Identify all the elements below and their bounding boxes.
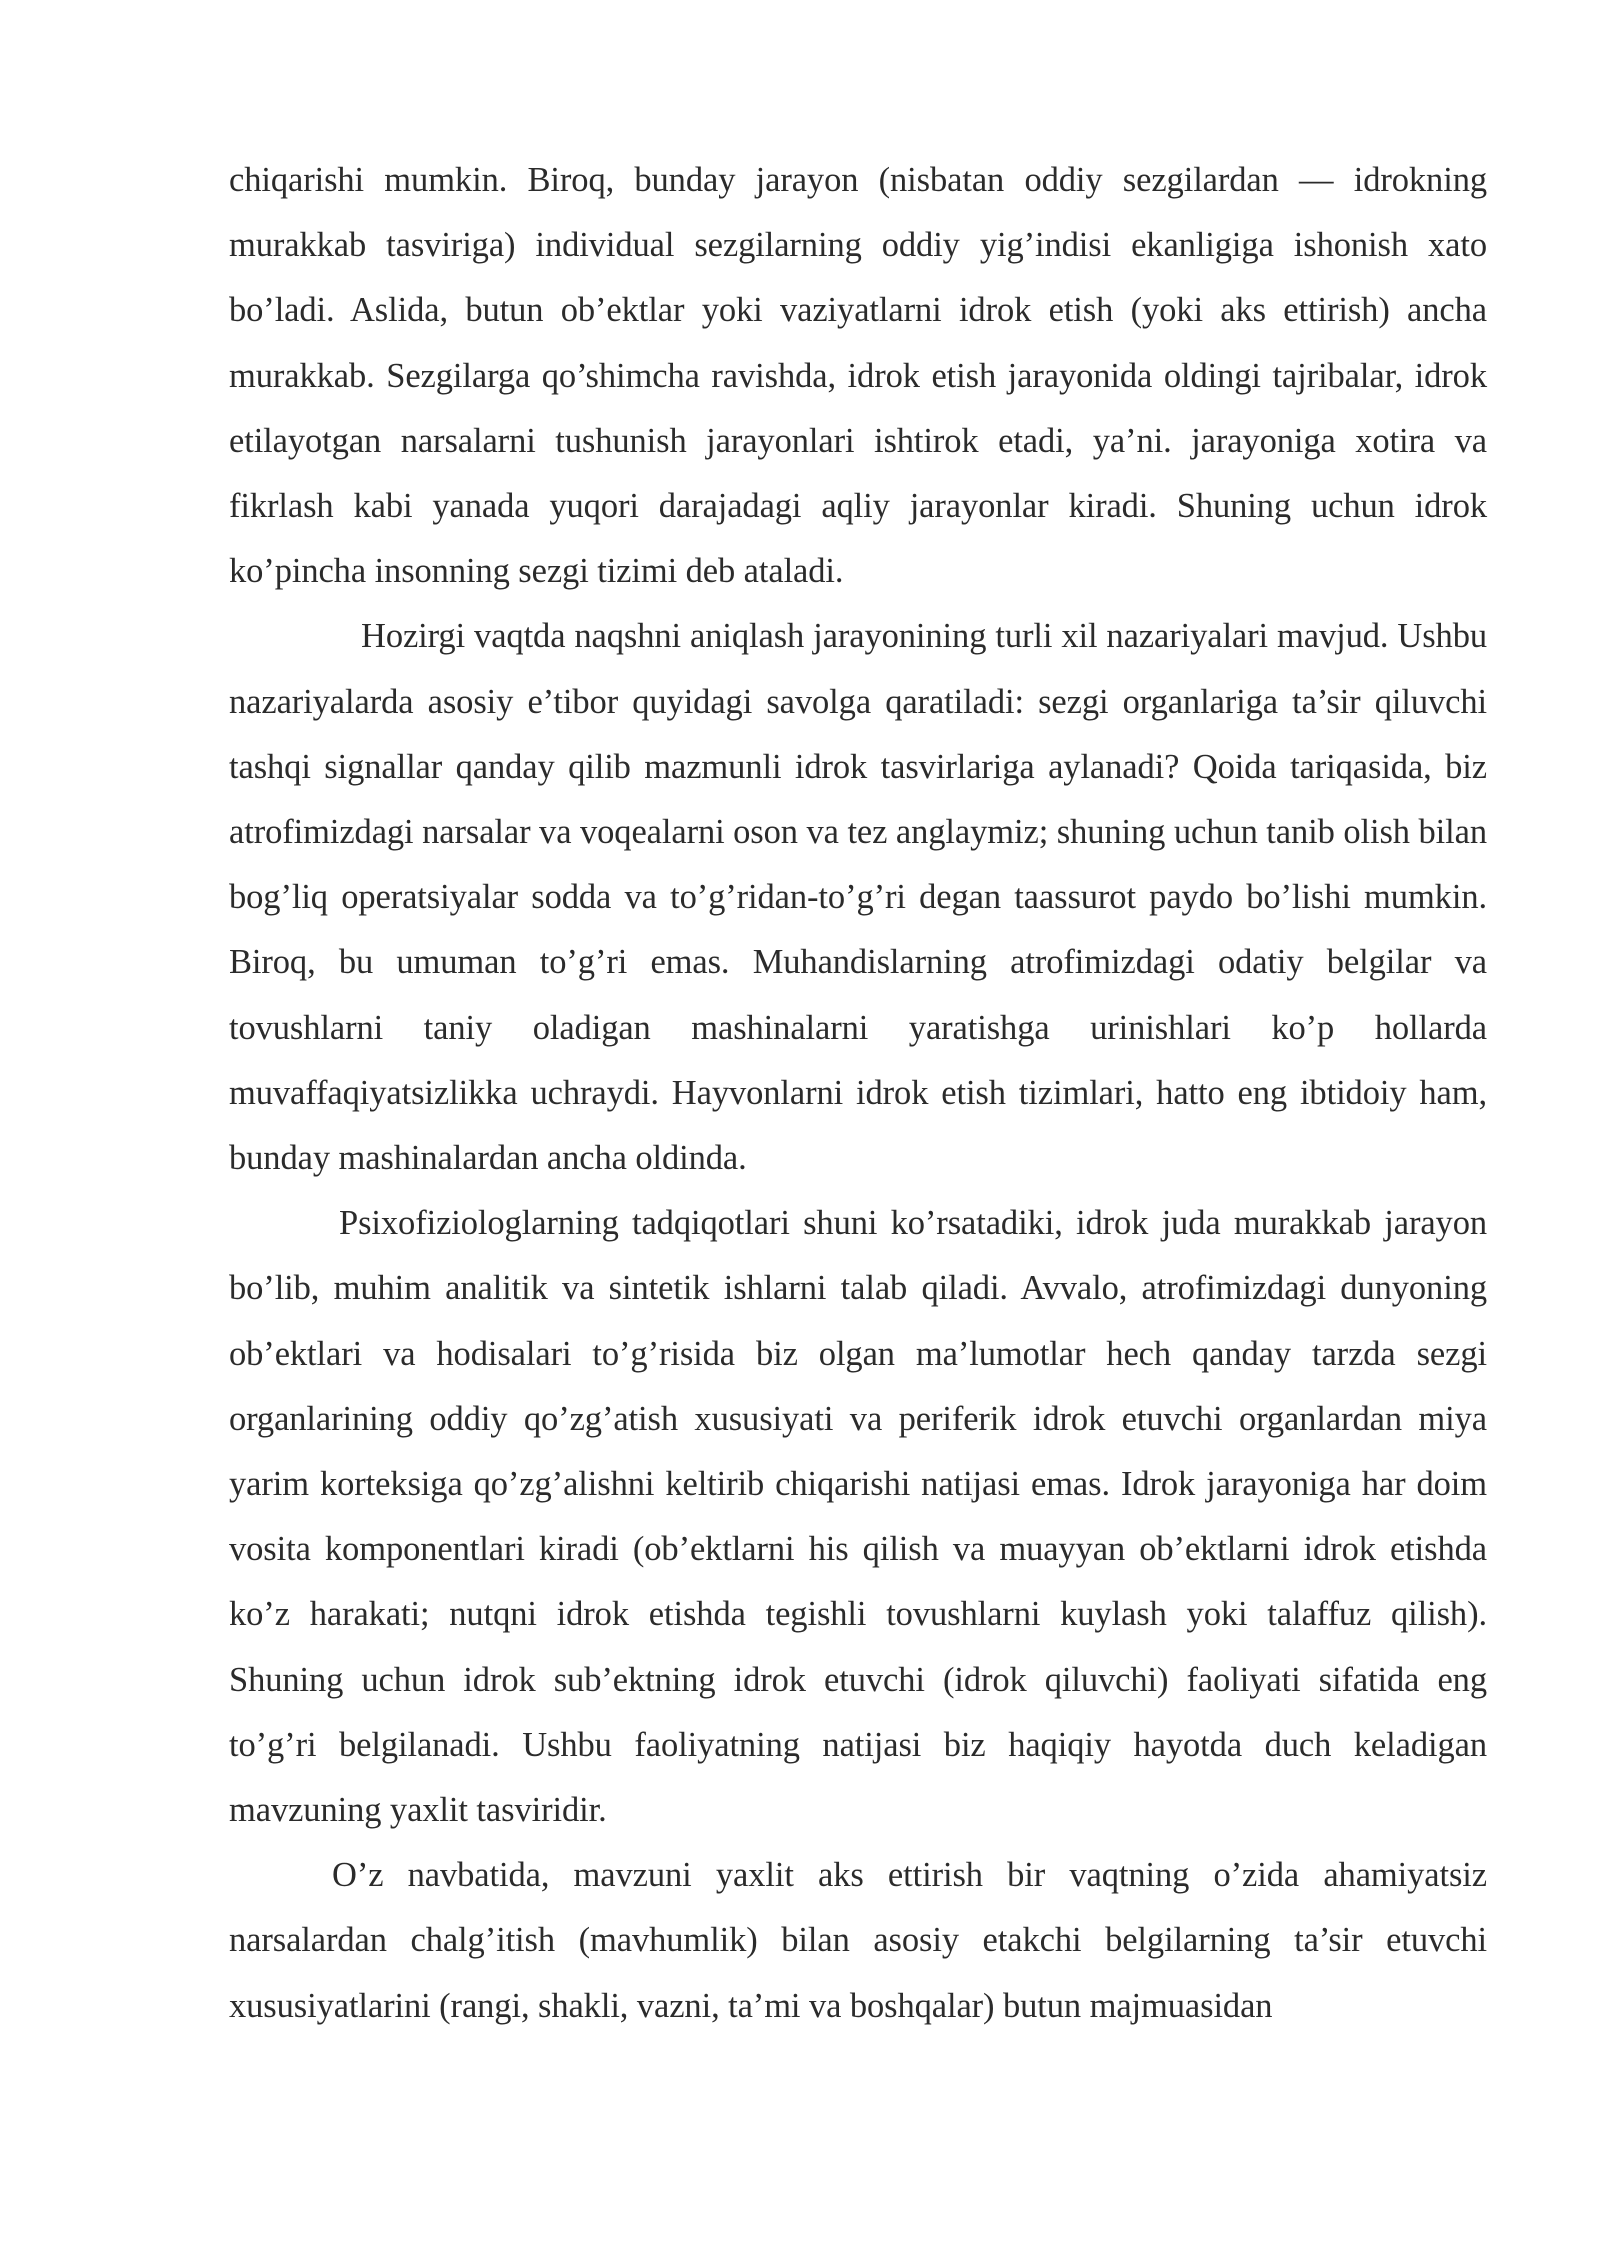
- paragraph-4: O’z navbatida, mavzuni yaxlit aks ettirish bir vaqtning o’zida ahamiyatsiz narsalardan chalg’itish (mavhumlik) bilan asosiy etakchi belgilarning ta’sir etuvchi xususiyatlarini (rangi, shakli, vazni, ta’mi va boshqalar) butun majmuasidan: [229, 1856, 1487, 2025]
- paragraph-3: Psixofiziologlarning tadqiqotlari shuni ko’rsatadiki, idrok juda murakkab jarayon bo’lib, muhim analitik va sintetik ishlarni talab qiladi. Avvalo, atrofimizdagi dunyoning ob’ektlari va hodisalari to’g’risida biz olgan ma’lumotlar hech qanday tarzda sezgi organlarining oddiy qo’zg’atish xususiyati va periferik idrok etuvchi organlardan miya yarim korteksiga qo’zg’alishni keltirib chiqarishi natijasi emas. Idrok jarayoniga har doim vosita komponentlari kiradi (ob’ektlarni his qilish va muayyan ob’ektlarni idrok etishda ko’z harakati; nutqni idrok etishda tegishli tovushlarni kuylash yoki talaffuz qilish). Shuning uchun idrok sub’ektning idrok etuvchi (idrok qiluvchi) faoliyati sifatida eng to’g’ri belgilanadi. Ushbu faoliyatning natijasi biz haqiqiy hayotda duch keladigan mavzuning yaxlit tasviridir.: [229, 1204, 1487, 1830]
- paragraph-1: chiqarishi mumkin. Biroq, bunday jarayon (nisbatan oddiy sezgilardan — idrokning murakkab tasviriga) individual sezgilarning oddiy yig’indisi ekanligiga ishonish xato bo’ladi. Aslida, butun ob’ektlar yoki vaziyatlarni idrok etish (yoki aks ettirish) ancha murakkab. Sezgilarga qo’shimcha ravishda, idrok etish jarayonida oldingi tajribalar, idrok etilayotgan narsalarni tushunish jarayonlari ishtirok etadi, ya’ni. jarayoniga xotira va fikrlash kabi yanada yuqori darajadagi aqliy jarayonlar kiradi. Shuning uchun idrok ko’pincha insonning sezgi tizimi deb ataladi.: [229, 161, 1487, 591]
- body-text: [229, 148, 1487, 2039]
- paragraph-2: Hozirgi vaqtda naqshni aniqlash jarayonining turli xil nazariyalari mavjud. Ushbu nazariyalarda asosiy e’tibor quyidagi savolga qaratiladi: sezgi organlariga ta’sir qiluvchi tashqi signallar qanday qilib mazmunli idrok tasvirlariga aylanadi? Qoida tariqasida, biz atrofimizdagi narsalar va voqealarni oson va tez anglaymiz; shuning uchun tanib olish bilan bog’liq operatsiyalar sodda va to’g’ridan-to’g’ri degan taassurot paydo bo’lishi mumkin. Biroq, bu umuman to’g’ri emas. Muhandislarning atrofimizdagi odatiy belgilar va tovushlarni taniy oladigan mashinalarni yaratishga urinishlari ko’p hollarda muvaffaqiyatsizlikka uchraydi. Hayvonlarni idrok etish tizimlari, hatto eng ibtidoiy ham, bunday mashinalardan ancha oldinda.: [229, 617, 1487, 1178]
